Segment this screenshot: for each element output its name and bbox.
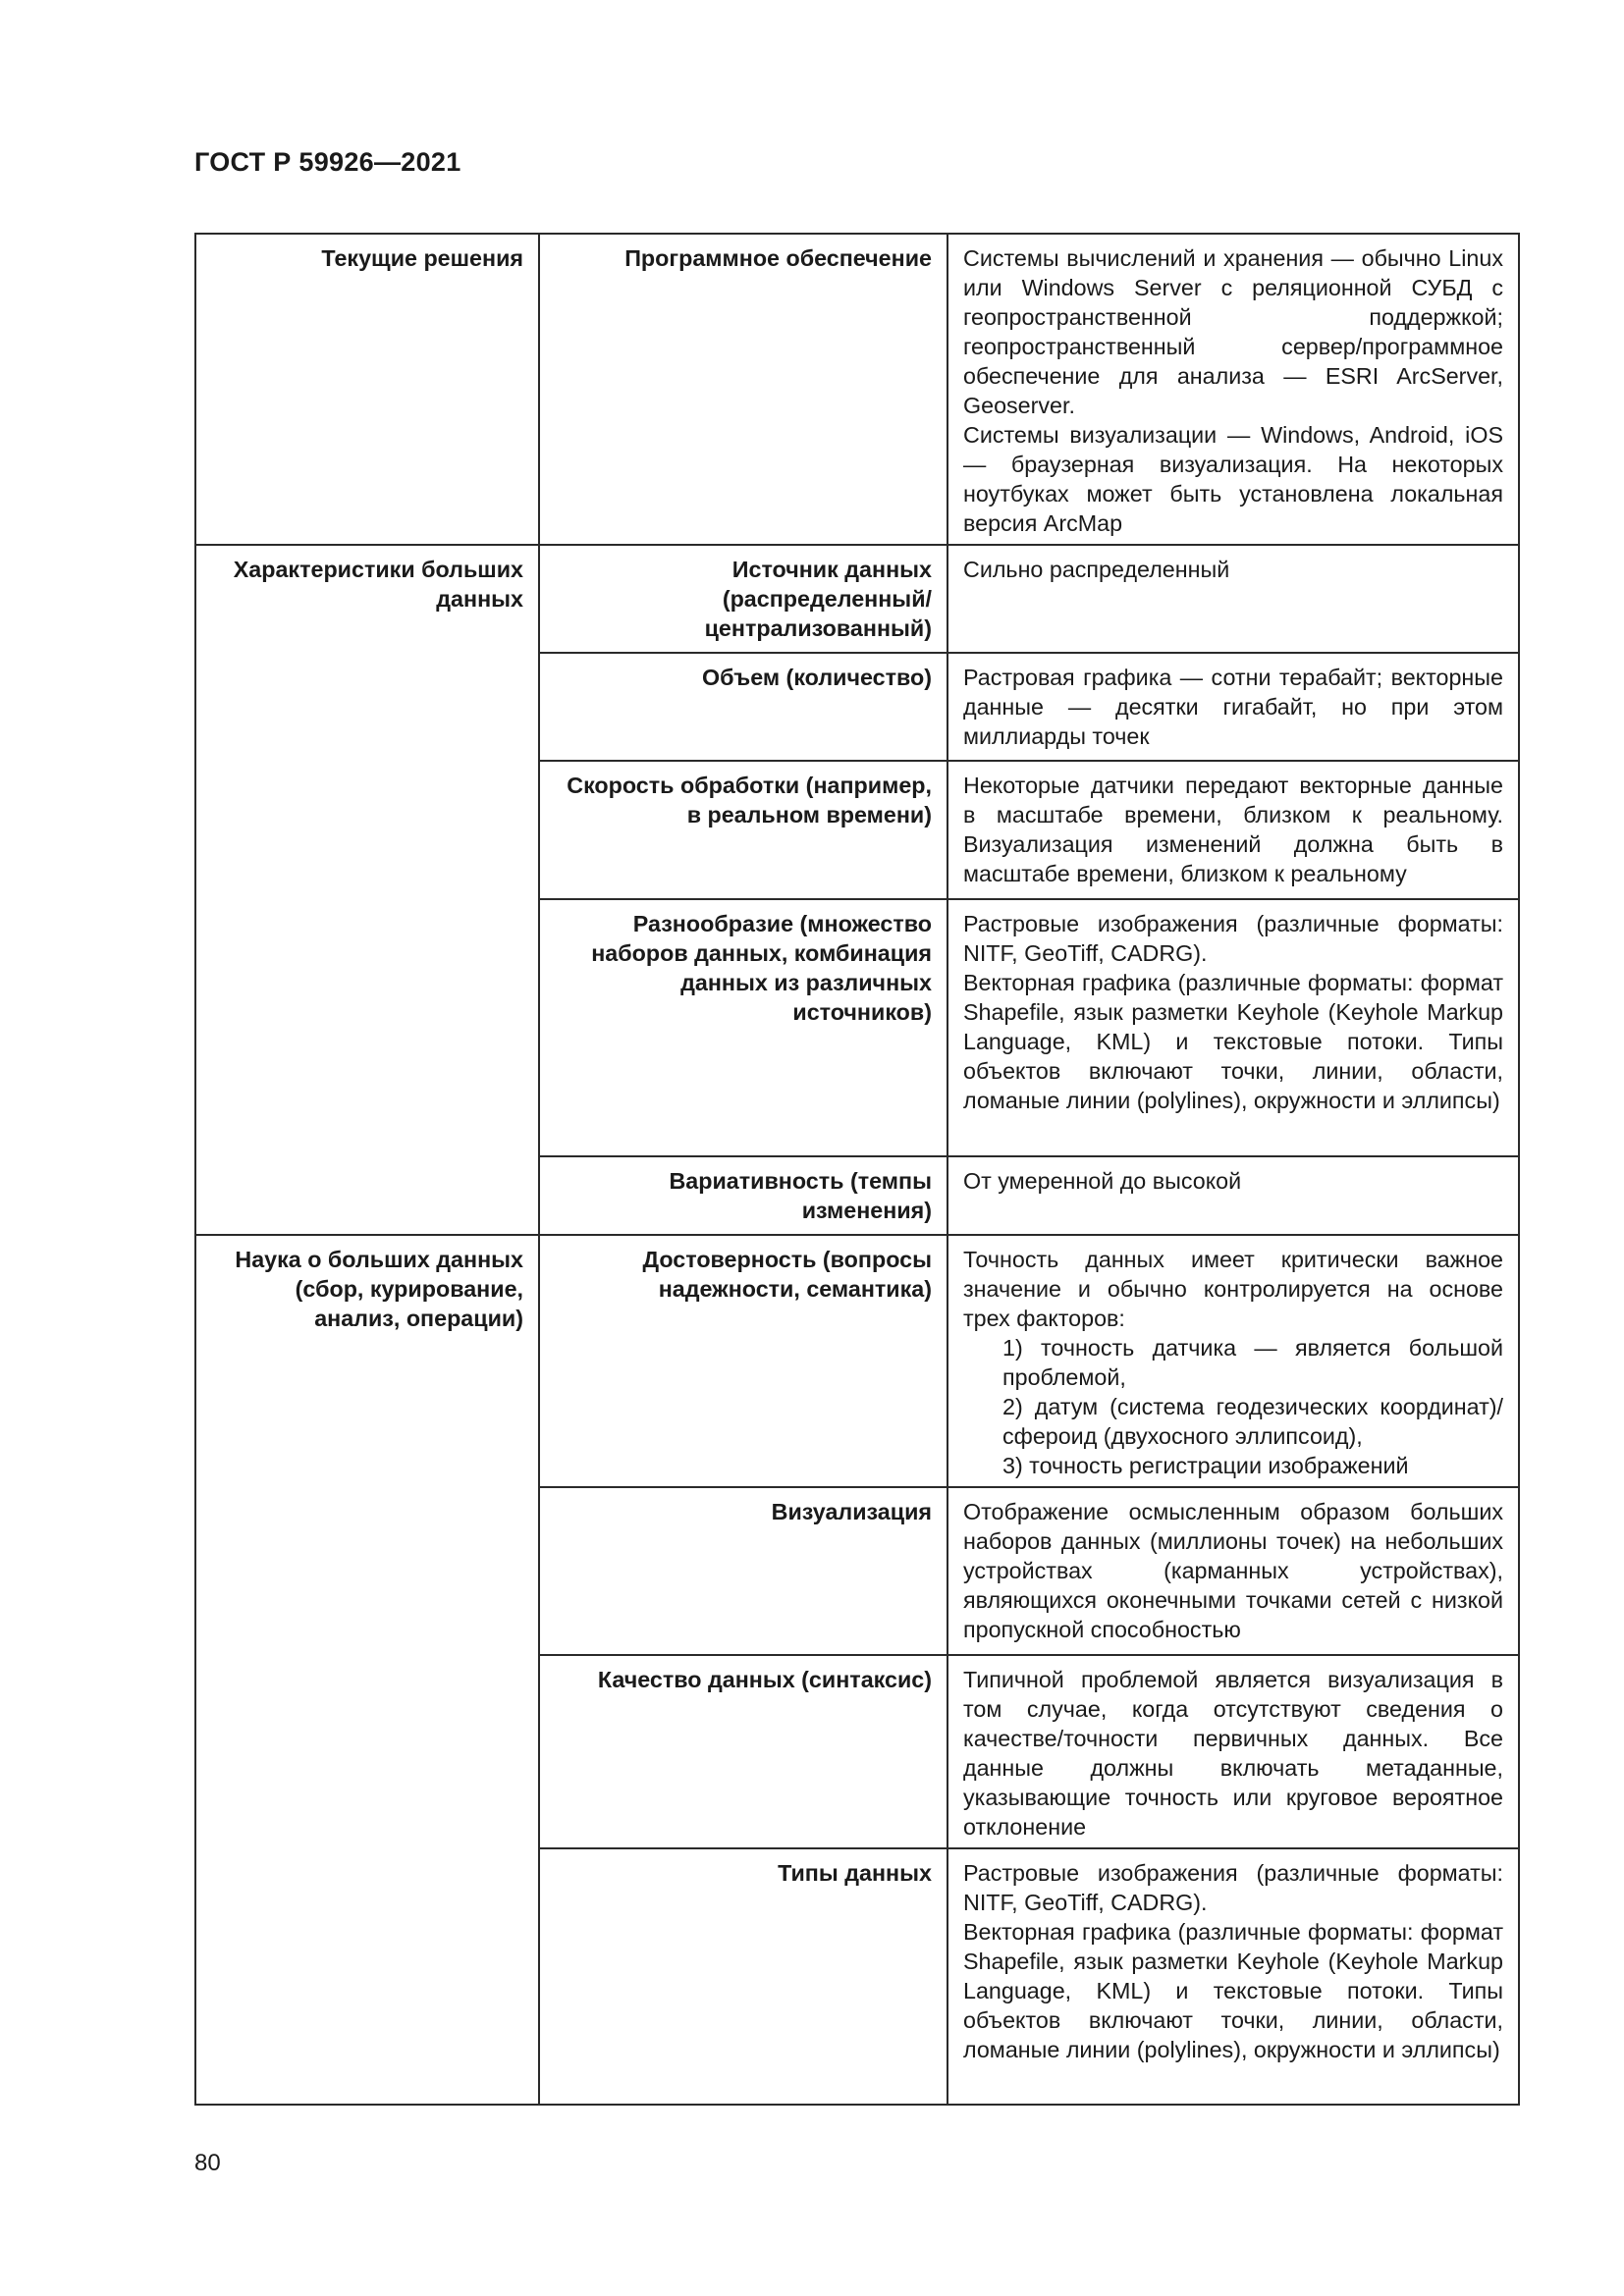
value-cell <box>947 1848 1519 2105</box>
table-row <box>195 1235 1519 1487</box>
attribute-cell: Разнообразие (множество наборов данных, комбинация данных из различных источников) <box>539 899 947 1156</box>
value-paragraph: Системы вычислений и хранения — обычно Linux или Windows Server с реляционной СУБД с геопространственной поддержкой; геопространственный сервер/программное обеспечение для анализа — ESRI ArcServer, Geoserver. <box>963 245 1503 418</box>
attribute-cell: Вариативность (темпы изменения) <box>539 1156 947 1235</box>
category-cell: Наука о больших данных (сбор, курирование, анализ, операции) <box>195 1235 539 2105</box>
value-paragraph: Типичной проблемой является визуализация в том случае, когда отсутствуют сведения о качестве/точности первичных данных. Все данные должны включать метаданные, указывающие точность или круговое вероятное отклонение <box>963 1667 1503 1840</box>
value-paragraph: Сильно распределенный <box>963 557 1230 582</box>
document-header: ГОСТ Р 59926—2021 <box>194 147 461 177</box>
value-paragraph: Векторная графика (различные форматы: формат Shapefile, язык разметки Keyhole (Keyhole Markup Language, KML) и текстовые потоки. Типы объектов включают точки, линии, области, ломаные линии (polylines), окружности и эллипсы) <box>963 1919 1503 2062</box>
value-cell <box>947 653 1519 761</box>
requirements-table <box>194 233 1520 2106</box>
table-row <box>195 234 1519 545</box>
value-cell <box>947 234 1519 545</box>
attribute-cell: Типы данных <box>539 1848 947 2105</box>
value-cell <box>947 761 1519 899</box>
value-cell <box>947 1156 1519 1235</box>
value-paragraph: Векторная графика (различные форматы: формат Shapefile, язык разметки Keyhole (Keyhole Markup Language, KML) и текстовые потоки. Типы объектов включают точки, линии, области, ломаные линии (polylines), окружности и эллипсы) <box>963 970 1503 1113</box>
value-cell <box>947 1655 1519 1848</box>
table-row <box>195 545 1519 653</box>
page-number: 80 <box>194 2150 221 2176</box>
attribute-cell: Качество данных (синтаксис) <box>539 1655 947 1848</box>
attribute-cell: Объем (количество) <box>539 653 947 761</box>
value-paragraph: Некоторые датчики передают векторные данные в масштабе времени, близком к реальному. Визуализация изменений должна быть в масштабе времени, близком к реальному <box>963 773 1503 886</box>
value-paragraph: Растровые изображения (различные форматы: NITF, GeoTiff, CADRG). <box>963 911 1503 966</box>
value-paragraph: Растровые изображения (различные форматы: NITF, GeoTiff, CADRG). <box>963 1860 1503 1915</box>
value-paragraph: Системы визуализации — Windows, Android, iOS — браузерная визуализация. На некоторых ноутбуках может быть установлена локальная версия ArcMap <box>963 422 1503 536</box>
attribute-cell: Визуализация <box>539 1487 947 1655</box>
value-paragraph: 2) датум (система геодезических координат)/сфероид (двухосного эллипсоид), <box>1002 1394 1503 1449</box>
value-cell <box>947 545 1519 653</box>
value-paragraph: Точность данных имеет критически важное значение и обычно контролируется на основе трех факторов: <box>963 1247 1503 1331</box>
value-paragraph: От умеренной до высокой <box>963 1168 1242 1194</box>
value-paragraph: 3) точность регистрации изображений <box>1002 1453 1409 1478</box>
attribute-cell: Скорость обработки (например, в реальном времени) <box>539 761 947 899</box>
attribute-cell: Достоверность (вопросы надежности, семантика) <box>539 1235 947 1487</box>
category-cell: Текущие решения <box>195 234 539 545</box>
value-cell <box>947 899 1519 1156</box>
attribute-cell: Программное обеспечение <box>539 234 947 545</box>
value-paragraph: Растровая графика — сотни терабайт; векторные данные — десятки гигабайт, но при этом миллиарды точек <box>963 665 1503 749</box>
attribute-cell: Источник данных (распределенный/централизованный) <box>539 545 947 653</box>
value-paragraph: Отображение осмысленным образом больших наборов данных (миллионы точек) на небольших устройствах (карманных устройствах), являющихся оконечными точками сетей с низкой пропускной способностью <box>963 1499 1503 1642</box>
value-cell <box>947 1235 1519 1487</box>
value-cell <box>947 1487 1519 1655</box>
category-cell: Характеристики больших данных <box>195 545 539 1235</box>
value-paragraph: 1) точность датчика — является большой проблемой, <box>1002 1335 1503 1390</box>
